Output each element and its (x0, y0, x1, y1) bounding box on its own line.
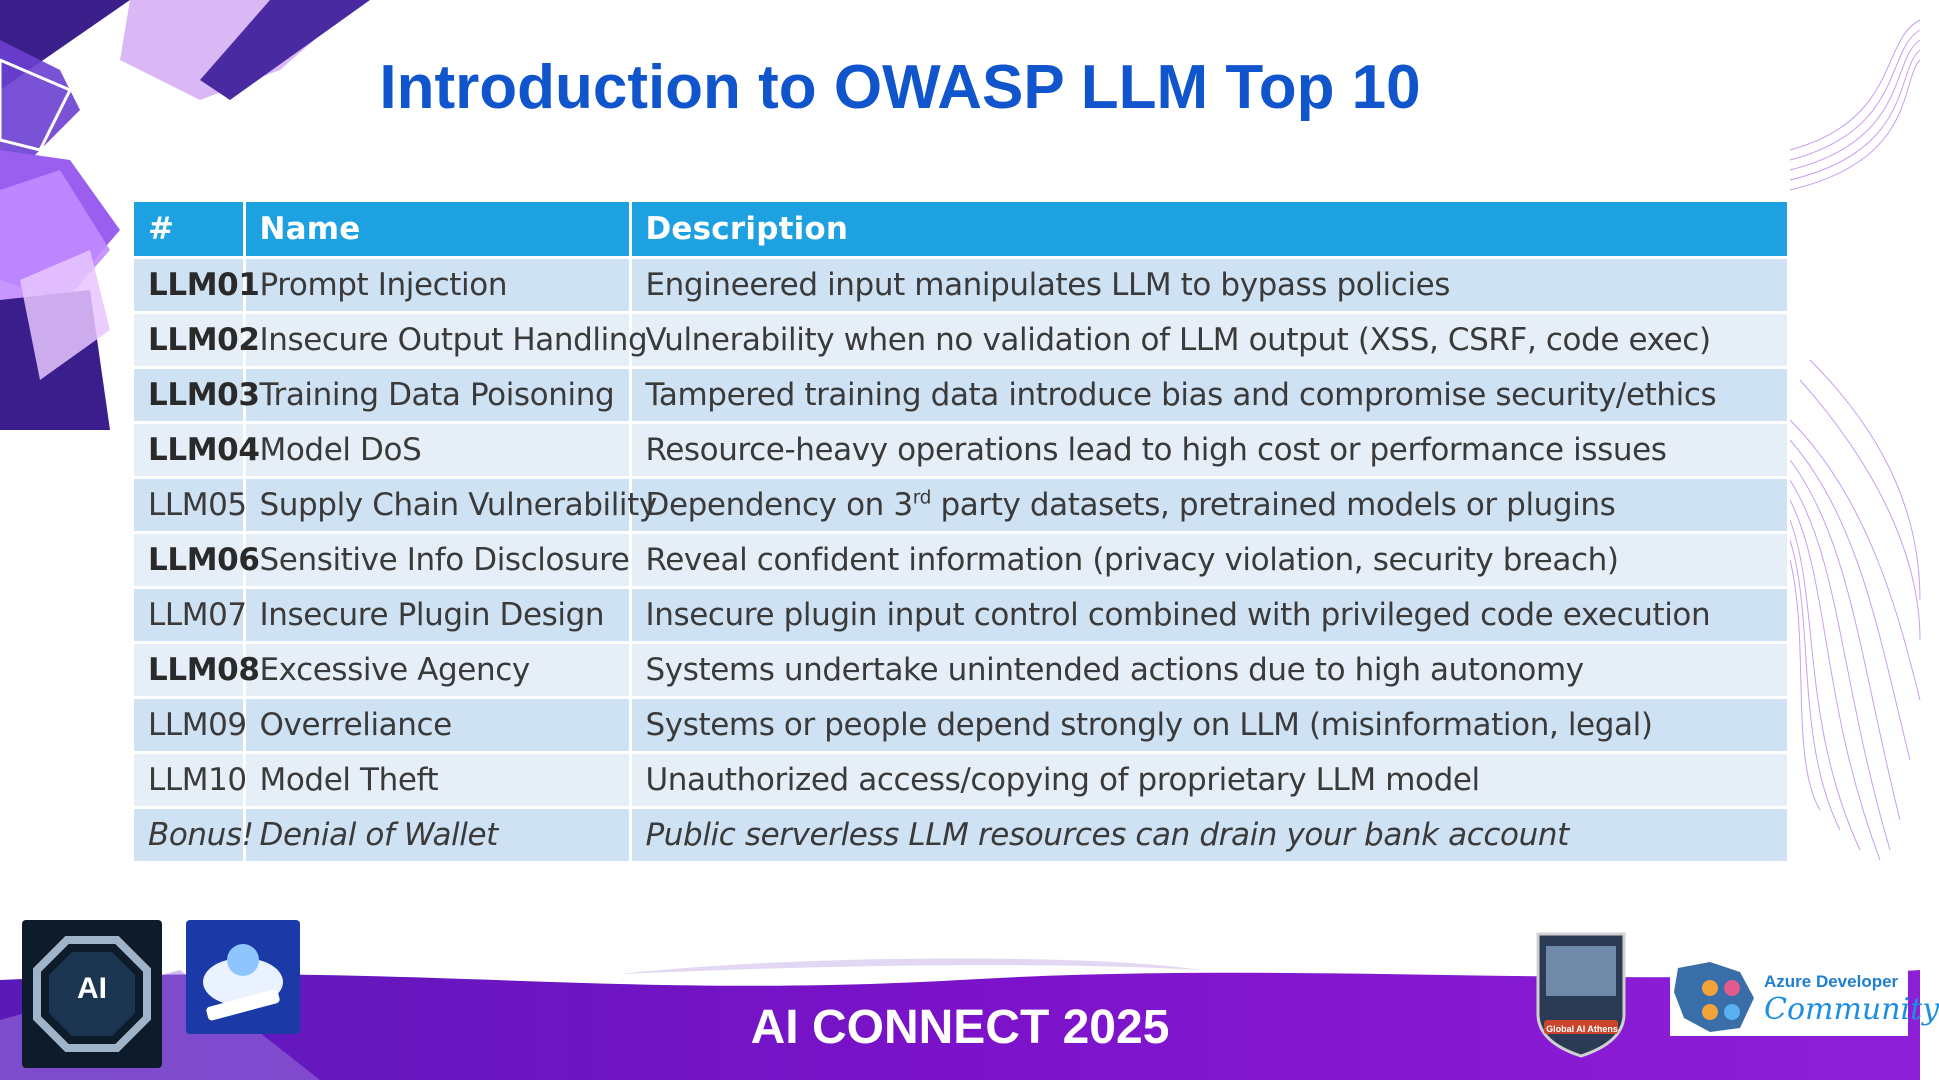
row-name: Prompt Injection (244, 258, 630, 313)
row-name: Excessive Agency (244, 643, 630, 698)
azure-developer-community-logo (1670, 958, 1939, 1036)
row-name: Overreliance (244, 698, 630, 753)
row-id: LLM02 (134, 313, 244, 368)
row-description (630, 478, 1789, 533)
row-description: Insecure plugin input control combined with privileged code execution (630, 588, 1789, 643)
row-description: Systems undertake unintended actions due to high autonomy (630, 643, 1789, 698)
header-description: Description (630, 202, 1789, 258)
row-id: LLM09 (134, 698, 244, 753)
azure-innovators-hub-logo (186, 920, 300, 1034)
row-id: LLM06 (134, 533, 244, 588)
row-id: LLM01 (134, 258, 244, 313)
owasp-top10-table (134, 202, 1790, 864)
athens-badge-text: Global AI Athens (1546, 1024, 1618, 1034)
table-row (134, 313, 1789, 368)
table-row (134, 258, 1789, 313)
footer-event-title: AI CONNECT 2025 (750, 1001, 1170, 1054)
row-name: Model DoS (244, 423, 630, 478)
row-id: LLM04 (134, 423, 244, 478)
table-header-row (134, 202, 1789, 258)
table-row (134, 368, 1789, 423)
row-description: Resource-heavy operations lead to high cost or performance issues (630, 423, 1789, 478)
table-row (134, 753, 1789, 808)
row-description: Engineered input manipulates LLM to bypass policies (630, 258, 1789, 313)
table-row (134, 533, 1789, 588)
row-name: Insecure Plugin Design (244, 588, 630, 643)
description-text: party datasets, pretrained models or plugins (931, 487, 1616, 523)
header-number: # (134, 202, 244, 258)
table-row (134, 698, 1789, 753)
ai-connect-logo (22, 920, 162, 1068)
people-map-icon (1670, 958, 1762, 1036)
table-row (134, 588, 1789, 643)
row-id: LLM07 (134, 588, 244, 643)
row-description: Vulnerability when no validation of LLM output (XSS, CSRF, code exec) (630, 313, 1789, 368)
row-name: Insecure Output Handling (244, 313, 630, 368)
row-name: Supply Chain Vulnerability (244, 478, 630, 533)
table-row (134, 423, 1789, 478)
adc-subtitle: Community (1764, 992, 1939, 1027)
description-text: Dependency on 3 (645, 487, 913, 523)
row-name: Model Theft (244, 753, 630, 808)
table-row-bonus (134, 808, 1789, 863)
global-ai-athens-logo (1530, 924, 1632, 1058)
row-description: Reveal confident information (privacy violation, security breach) (630, 533, 1789, 588)
row-id: Bonus! (134, 808, 244, 863)
shield-badge-icon (1530, 924, 1632, 1058)
row-name: Training Data Poisoning (244, 368, 630, 423)
row-id: LLM08 (134, 643, 244, 698)
table-row (134, 478, 1789, 533)
row-description: Systems or people depend strongly on LLM (misinformation, legal) (630, 698, 1789, 753)
row-description: Tampered training data introduce bias and compromise security/ethics (630, 368, 1789, 423)
row-id: LLM03 (134, 368, 244, 423)
header-name: Name (244, 202, 630, 258)
cloud-lightbulb-icon (186, 920, 300, 1034)
slide-title: Introduction to OWASP LLM Top 10 (379, 53, 1421, 122)
row-id: LLM10 (134, 753, 244, 808)
row-name: Sensitive Info Disclosure (244, 533, 630, 588)
owasp-table-container (134, 202, 1790, 864)
adc-title: Azure Developer (1764, 972, 1899, 991)
ordinal-suffix: rd (912, 487, 932, 509)
row-name: Denial of Wallet (244, 808, 630, 863)
row-description: Unauthorized access/copying of proprietary LLM model (630, 753, 1789, 808)
row-description: Public serverless LLM resources can drain your bank account (630, 808, 1789, 863)
ai-logo-text: AI (77, 972, 107, 1005)
table-row (134, 643, 1789, 698)
row-id: LLM05 (134, 478, 244, 533)
